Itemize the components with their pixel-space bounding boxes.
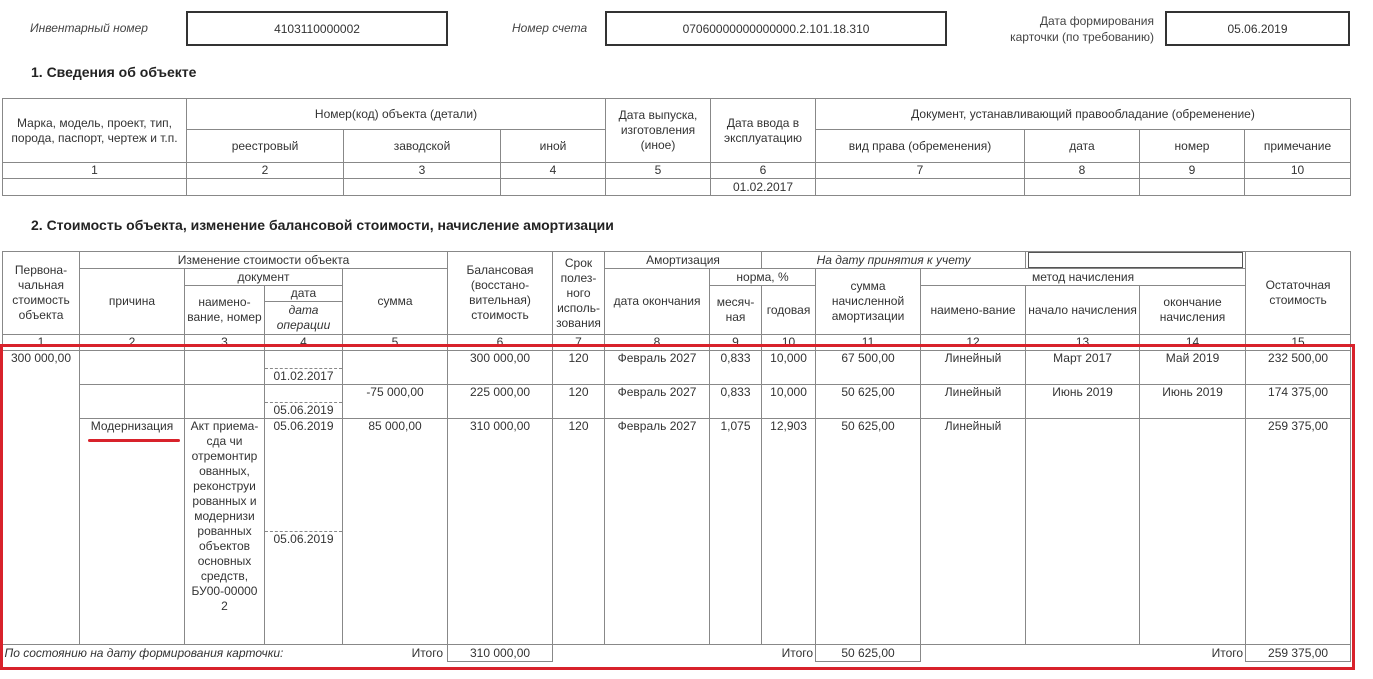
balance: 300 000,00 (448, 351, 553, 385)
h-sum: сумма (343, 269, 448, 335)
h-other: иной (501, 130, 606, 163)
h-note: примечание (1245, 130, 1351, 163)
col-num: 6 (448, 335, 553, 351)
annual-norm: 10,000 (762, 351, 816, 385)
col-num: 10 (1245, 163, 1351, 179)
method-end: Июнь 2019 (1140, 385, 1246, 419)
col-num: 10 (762, 335, 816, 351)
h-method-start: начало начисления (1026, 286, 1140, 335)
monthly-norm: 0,833 (710, 351, 762, 385)
account-number-field[interactable]: 07060000000000000.2.101.18.310 (605, 11, 947, 46)
card-date-label-line1: Дата формирования (1039, 14, 1154, 28)
total-label-amort: Итого (781, 645, 814, 660)
footer-label: По состоянию на дату формирования карточки: (4, 645, 284, 660)
doc-date-cell (265, 351, 343, 385)
method-start (1026, 419, 1140, 645)
op-date: 05.06.2019 (265, 531, 342, 547)
doc-name (185, 385, 265, 419)
h-doc-name: наимено-вание, номер (185, 286, 265, 335)
col-num: 14 (1140, 335, 1246, 351)
amort-note-field-cell (1026, 252, 1246, 269)
h-date: дата (1025, 130, 1140, 163)
h-method-end: окончание начисления (1140, 286, 1246, 335)
useful-life: 120 (553, 419, 605, 645)
h-op-date: дата операции (265, 302, 343, 335)
h-balance-cost: Балансовая (восстано-вительная) стоимость (448, 252, 553, 335)
cell (606, 179, 711, 196)
h-reason: причина (80, 269, 185, 335)
card-date-field[interactable]: 05.06.2019 (1165, 11, 1350, 46)
h-initial-cost: Первона-чальная стоимость объекта (3, 252, 80, 335)
col-num: 4 (501, 163, 606, 179)
reason (80, 351, 185, 385)
useful-life: 120 (553, 385, 605, 419)
inventory-number-label: Инвентарный номер (30, 21, 148, 35)
col-num: 5 (343, 335, 448, 351)
col-num: 7 (553, 335, 605, 351)
col-num: 1 (3, 163, 187, 179)
footer-label-cell (3, 645, 448, 662)
residual-cost: 174 375,00 (1246, 385, 1351, 419)
op-date: 05.06.2019 (265, 402, 342, 418)
h-cost-change: Изменение стоимости объекта (80, 252, 448, 269)
method-end (1140, 419, 1246, 645)
total-balance: 310 000,00 (448, 645, 553, 662)
h-amort-note: На дату принятия к учету (762, 252, 1026, 269)
card-date-label (990, 13, 1154, 45)
end-date: Февраль 2027 (605, 351, 710, 385)
h-norm: норма, % (710, 269, 816, 286)
col-num: 7 (816, 163, 1025, 179)
sum: -75 000,00 (343, 385, 448, 419)
section1-title: 1. Сведения об объекте (31, 64, 197, 80)
col-num: 8 (605, 335, 710, 351)
method-end: Май 2019 (1140, 351, 1246, 385)
doc-date: 05.06.2019 (273, 419, 334, 433)
h-number-code: Номер(код) объекта (детали) (187, 99, 606, 130)
end-date: Февраль 2027 (605, 385, 710, 419)
section2-title: 2. Стоимость объекта, изменение балансовой стоимости, начисление амортизации (31, 217, 614, 233)
balance: 225 000,00 (448, 385, 553, 419)
col-num: 9 (1140, 163, 1245, 179)
cell (1245, 179, 1351, 196)
residual-cost: 259 375,00 (1246, 419, 1351, 645)
h-method-name: наимено-вание (921, 286, 1026, 335)
accumulated-amort: 50 625,00 (816, 419, 921, 645)
end-date: Февраль 2027 (605, 419, 710, 645)
col-num: 12 (921, 335, 1026, 351)
col-num: 15 (1246, 335, 1351, 351)
cell (1025, 179, 1140, 196)
h-right-type: вид права (обременения) (816, 130, 1025, 163)
total-accumulated-amort: 50 625,00 (816, 645, 921, 662)
cell (816, 179, 1025, 196)
method-start: Март 2017 (1026, 351, 1140, 385)
initial-cost-value: 300 000,00 (3, 351, 80, 645)
cell (344, 179, 501, 196)
cell (3, 179, 187, 196)
useful-life: 120 (553, 351, 605, 385)
col-num: 5 (606, 163, 711, 179)
col-num: 8 (1025, 163, 1140, 179)
col-num: 6 (711, 163, 816, 179)
cell (187, 179, 344, 196)
h-doc-date: дата (265, 286, 343, 302)
cell (1140, 179, 1245, 196)
account-number-label: Номер счета (512, 21, 588, 35)
method-start: Июнь 2019 (1026, 385, 1140, 419)
annual-norm: 12,903 (762, 419, 816, 645)
doc-date-cell (265, 385, 343, 419)
sum (343, 351, 448, 385)
h-document: документ (185, 269, 343, 286)
col-num: 11 (816, 335, 921, 351)
doc-name (185, 351, 265, 385)
col-num: 3 (344, 163, 501, 179)
method-name: Линейный (921, 385, 1026, 419)
h-monthly: месяч-ная (710, 286, 762, 335)
balance: 310 000,00 (448, 419, 553, 645)
commissioning-date-value: 01.02.2017 (711, 179, 816, 196)
h-ownership-document: Документ, устанавливающий правообладание (обременение) (816, 99, 1351, 130)
h-useful-life: Срок полез-ного исполь-зования (553, 252, 605, 335)
doc-name: Акт приема-сда чи отремонтир ованных, реконструи рованных и модернизи рованных объектов основных средств, БУ00-00000 2 (185, 419, 265, 645)
method-name: Линейный (921, 351, 1026, 385)
h-annual: годовая (762, 286, 816, 335)
object-info-table (2, 98, 1351, 196)
accumulated-amort: 50 625,00 (816, 385, 921, 419)
reason-modernization: Модернизация (80, 419, 185, 645)
h-residual-cost: Остаточная стоимость (1246, 252, 1351, 335)
h-accumulated-amort: сумма начисленной амортизации (816, 269, 921, 335)
h-method: метод начисления (921, 269, 1246, 286)
h-commissioning-date: Дата ввода в эксплуатацию (711, 99, 816, 163)
h-amortization: Амортизация (605, 252, 762, 269)
accumulated-amort: 67 500,00 (816, 351, 921, 385)
h-registry: реестровый (187, 130, 344, 163)
col-num: 13 (1026, 335, 1140, 351)
cost-depreciation-table (2, 251, 1351, 662)
method-name: Линейный (921, 419, 1026, 645)
annual-norm: 10,000 (762, 385, 816, 419)
doc-date-cell (265, 419, 343, 645)
col-num: 4 (265, 335, 343, 351)
monthly-norm: 1,075 (710, 419, 762, 645)
h-factory: заводской (344, 130, 501, 163)
reason (80, 385, 185, 419)
card-date-label-line2: карточки (по требованию) (1010, 30, 1154, 44)
total-residual: 259 375,00 (1246, 645, 1351, 662)
h-number: номер (1140, 130, 1245, 163)
sum: 85 000,00 (343, 419, 448, 645)
amort-note-field[interactable] (1028, 252, 1243, 268)
col-num: 1 (3, 335, 80, 351)
cell (501, 179, 606, 196)
col-num: 2 (187, 163, 344, 179)
total-label: Итого (411, 645, 444, 660)
highlight-underline (88, 439, 180, 442)
residual-cost: 232 500,00 (1246, 351, 1351, 385)
col-num: 2 (80, 335, 185, 351)
total-label-residual: Итого (1211, 645, 1244, 660)
h-brand: Марка, модель, проект, тип, порода, паспорт, чертеж и т.п. (3, 99, 187, 163)
h-release-date: Дата выпуска, изготовления (иное) (606, 99, 711, 163)
inventory-number-field[interactable]: 4103110000002 (186, 11, 448, 46)
monthly-norm: 0,833 (710, 385, 762, 419)
col-num: 9 (710, 335, 762, 351)
col-num: 3 (185, 335, 265, 351)
h-end-date: дата окончания (605, 269, 710, 335)
op-date: 01.02.2017 (265, 368, 342, 384)
